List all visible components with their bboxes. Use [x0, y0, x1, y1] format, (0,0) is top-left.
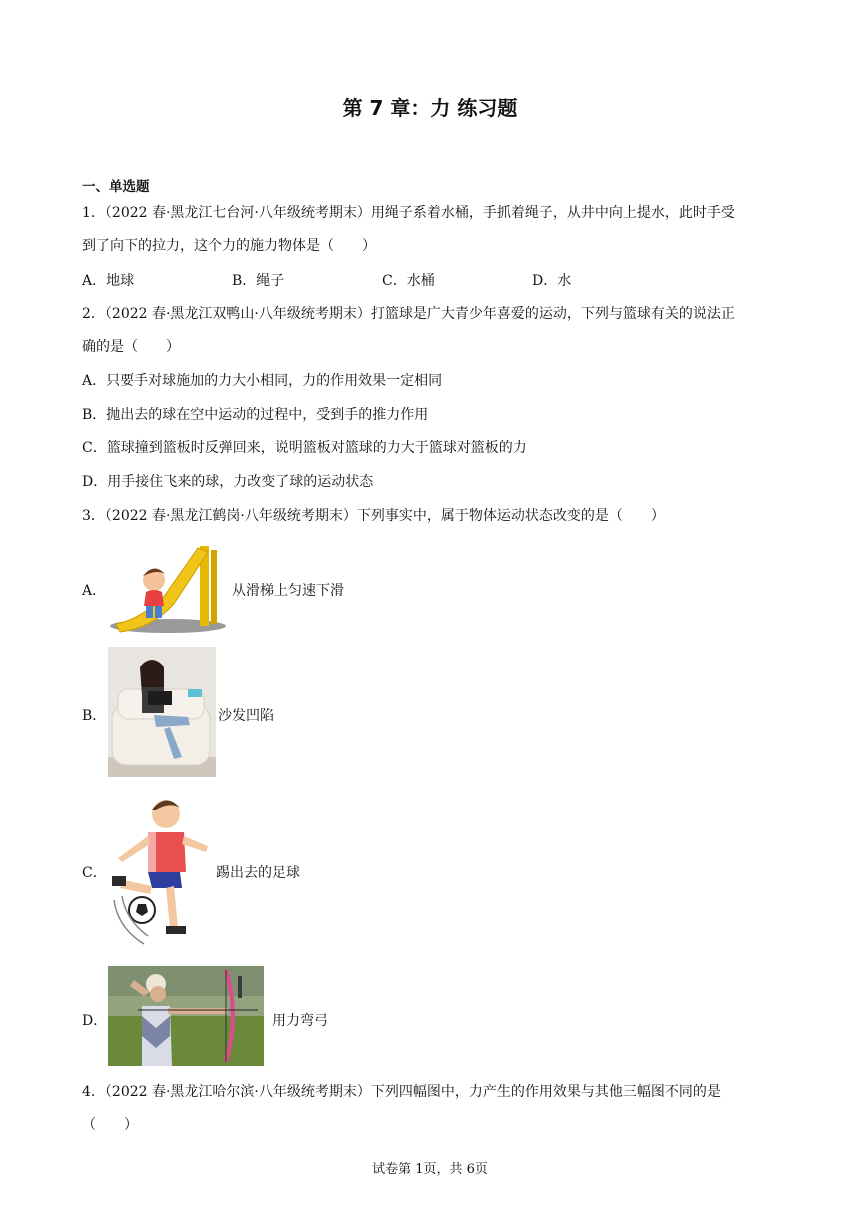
q3-option-b-caption: 沙发凹陷: [218, 708, 274, 724]
q4-line-1: 4．（2022 春·黑龙江哈尔滨·八年级统考期末）下列四幅图中，力产生的作用效果与其他三幅图不同的是: [82, 1084, 721, 1100]
q1-option-d: D．水: [532, 273, 572, 289]
section-heading: 一、单选题: [82, 179, 150, 195]
q1-option-a: A．地球: [82, 273, 135, 289]
q1-line-1: 1．（2022 春·黑龙江七台河·八年级统考期末）用绳子系着水桶，手抓着绳子，从井中向上提水，此时手受: [82, 205, 735, 221]
q1-option-b: B．绳子: [232, 273, 285, 289]
q3-option-c-caption: 踢出去的足球: [216, 865, 300, 881]
q2-option-c: C．篮球撞到篮板时反弹回来，说明篮板对篮球的力大于篮球对篮板的力: [82, 440, 527, 456]
q3-option-c-letter: C．: [82, 865, 107, 881]
q2-option-d: D．用手接住飞来的球，力改变了球的运动状态: [82, 474, 374, 490]
archer-image: [108, 966, 264, 1066]
sofa-image: [108, 647, 216, 777]
q2-line-2: 确的是（ ）: [82, 339, 180, 355]
slide-image: [108, 538, 228, 634]
q1-line-2: 到了向下的拉力，这个力的施力物体是（ ）: [82, 238, 376, 254]
q2-option-a: A．只要手对球施加的力大小相同，力的作用效果一定相同: [82, 373, 443, 389]
q3-option-b-letter: B．: [82, 708, 107, 724]
q3-option-d-caption: 用力弯弓: [272, 1013, 328, 1029]
q2-option-b: B．抛出去的球在空中运动的过程中，受到手的推力作用: [82, 407, 429, 423]
q1-option-c: C．水桶: [382, 273, 435, 289]
page-title: 第 7 章：力 练习题: [342, 96, 518, 120]
q3-option-d-letter: D．: [82, 1013, 108, 1029]
q3-line-1: 3．（2022 春·黑龙江鹤岗·八年级统考期末）下列事实中，属于物体运动状态改变的是（ ）: [82, 508, 665, 524]
q3-option-a-letter: A．: [82, 583, 107, 599]
page-footer: 试卷第 1页，共 6页: [372, 1162, 488, 1177]
q3-option-a-caption: 从滑梯上匀速下滑: [232, 583, 344, 599]
soccer-player-image: [108, 788, 214, 948]
q4-line-2: （ ）: [82, 1117, 138, 1133]
q2-line-1: 2．（2022 春·黑龙江双鸭山·八年级统考期末）打篮球是广大青少年喜爱的运动，下列与篮球有关的说法正: [82, 306, 735, 322]
